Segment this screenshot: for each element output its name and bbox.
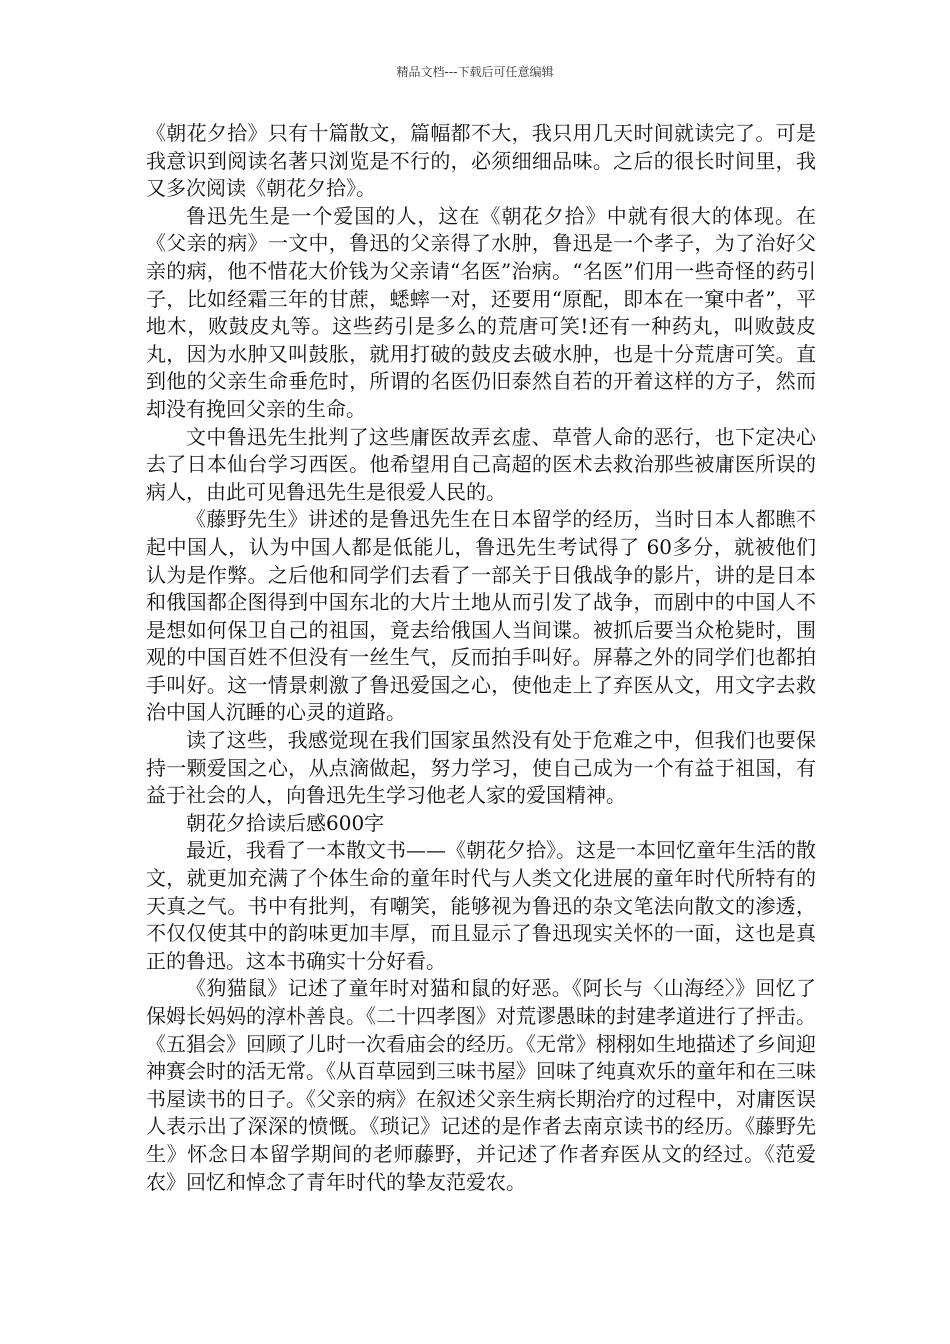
paragraph-2: 鲁迅先生是一个爱国的人，这在《朝花夕拾》中就有很大的体现。在《父亲的病》一文中，鲁迅的父亲得了水肿，鲁迅是一个孝子，为了治好父亲的病，他不惜花大价钱为父亲请“名医”治病。“名医”们用一些奇怪的药引子，比如经霜三年的甘蔗，蟋蟀一对，还要用“原配，即本在一窠中者”，平地木，败鼓皮丸等。这些药引是多么的荒唐可笑!还有一种药丸，叫败鼓皮丸，因为水肿又叫鼓胀，就用打破的鼓皮去破水肿，也是十分荒唐可笑。直到他的父亲生命垂危时，所谓的名医仍旧泰然自若的开着这样的方子，然而却没有挽回父亲的生命。 <box>146 203 816 421</box>
page-header: 精品文档---下载后可任意编辑 <box>396 65 554 79</box>
paragraph-5: 读了这些，我感觉现在我们国家虽然没有处于危难之中，但我们也要保持一颗爱国之心，从点滴做起，努力学习，使自己成为一个有益于祖国，有益于社会的人，向鲁迅先生学习他老人家的爱国精神。 <box>146 728 816 808</box>
document-body <box>146 120 816 1196</box>
paragraph-4: 《藤野先生》讲述的是鲁迅先生在日本留学的经历，当时日本人都瞧不起中国人，认为中国人都是低能儿，鲁迅先生考试得了 60多分，就被他们认为是作弊。之后他和同学们去看了一部关于日俄战争的影片，讲的是日本和俄国都企图得到中国东北的大片土地从而引发了战争，而剧中的中国人不是想如何保卫自己的祖国，竟去给俄国人当间谍。被抓后要当众枪毙时，围观的中国百姓不但没有一丝生气，反而拍手叫好。屏幕之外的同学们也都拍手叫好。这一情景刺激了鲁迅爱国之心，使他走上了弃医从文，用文字去救治中国人沉睡的心灵的道路。 <box>146 507 816 725</box>
section-heading: 朝花夕拾读后感600字 <box>186 810 385 835</box>
paragraph-6: 最近，我看了一本散文书——《朝花夕拾》。这是一本回忆童年生活的散文，就更加充满了个体生命的童年时代与人类文化进展的童年时代所特有的天真之气。书中有批判，有嘲笑，能够视为鲁迅的杂文笔法向散文的渗透，不仅仅使其中的韵味更加丰厚，而且显示了鲁迅现实关怀的一面，这也是真正的鲁迅。这本书确实十分好看。 <box>146 838 816 973</box>
paragraph-3: 文中鲁迅先生批判了这些庸医故弄玄虚、草菅人命的恶行，也下定决心去了日本仙台学习西医。他希望用自己高超的医术去救治那些被庸医所误的病人，由此可见鲁迅先生是很爱人民的。 <box>146 424 816 504</box>
paragraph-7: 《狗猫鼠》记述了童年时对猫和鼠的好恶。《阿长与〈山海经〉》回忆了保姆长妈妈的淳朴善良。《二十四孝图》对荒谬愚昧的封建孝道进行了抨击。《五猖会》回顾了儿时一次看庙会的经历。《无常》栩栩如生地描述了乡间迎神赛会时的活无常。《从百草园到三味书屋》回味了纯真欢乐的童年和在三味书屋读书的日子。《父亲的病》在叙述父亲生病长期治疗的过程中，对庸医误人表示出了深深的愤慨。《琐记》记述的是作者去南京读书的经历。《藤野先生》怀念日本留学期间的老师藤野，并记述了作者弃医从文的经过。《范爱农》回忆和悼念了青年时代的挚友范爱农。 <box>146 976 816 1194</box>
paragraph-1: 《朝花夕拾》只有十篇散文，篇幅都不大，我只用几天时间就读完了。可是我意识到阅读名著只浏览是不行的，必须细细品味。之后的很长时间里，我又多次阅读《朝花夕拾》。 <box>146 121 816 201</box>
